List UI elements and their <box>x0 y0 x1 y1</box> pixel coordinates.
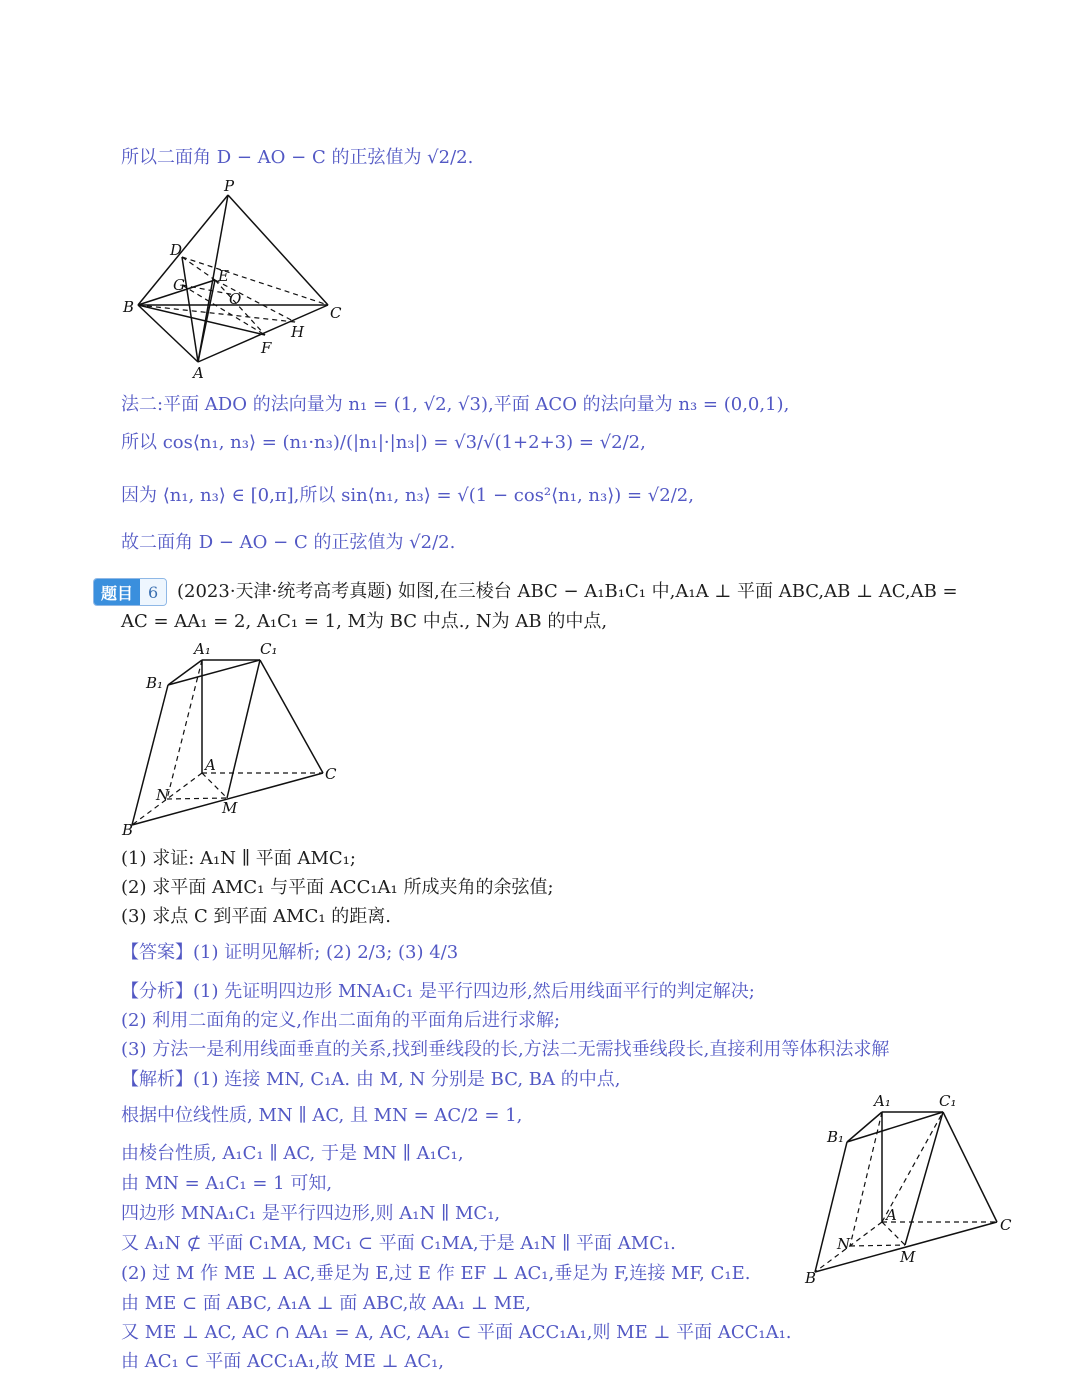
analysis-line-2: (2) 利用二面角的定义,作出二面角的平面角后进行求解; <box>121 1010 561 1031</box>
label-B1: B₁ <box>827 1128 845 1146</box>
dashed-edge <box>138 305 295 322</box>
edge <box>847 1112 943 1142</box>
label-B: B <box>805 1269 817 1287</box>
problem-tag-label: 题目 <box>94 579 140 605</box>
dashed-edge <box>182 285 265 335</box>
edge <box>847 1112 882 1142</box>
label-B: B <box>123 298 135 316</box>
answer-line: 【答案】(1) 证明见解析; (2) 2/3; (3) 4/3 <box>121 942 459 963</box>
label-D: D <box>170 241 183 259</box>
analysis-line-1: 【分析】(1) 先证明四边形 MNA₁C₁ 是平行四边形,然后用线面平行的判定解决; <box>121 981 755 1002</box>
pyramid-figure <box>120 177 350 385</box>
solution-line-10: 由 AC₁ ⊂ 平面 ACC₁A₁,故 ME ⊥ AC₁, <box>121 1351 445 1372</box>
label-A: A <box>205 756 216 774</box>
label-M: M <box>900 1248 916 1266</box>
edge <box>132 685 168 825</box>
solution-line-9: 又 ME ⊥ AC, AC ∩ AA₁ = A, AC, AA₁ ⊂ 平面 ACC₁A₁,则 ME ⊥ 平面 ACC₁A₁. <box>121 1322 792 1343</box>
label-G: G <box>173 276 185 294</box>
cos-line: 所以 cos⟨n₁, n₃⟩ = (n₁·n₃)/(|n₁|·|n₃|) = √3/√(1+2+3) = √2/2, <box>121 432 646 453</box>
subquestion-2: (2) 求平面 AMC₁ 与平面 ACC₁A₁ 所成夹角的余弦值; <box>121 877 554 898</box>
subquestion-3: (3) 求点 C 到平面 AMC₁ 的距离. <box>121 906 392 927</box>
problem-statement-2: AC = AA₁ = 2, A₁C₁ = 1, M为 BC 中点., N为 AB 的中点, <box>121 611 608 632</box>
solution-line-2: 根据中位线性质, MN ∥ AC, 且 MN = AC/2 = 1, <box>121 1105 523 1126</box>
solution-line-8: 由 ME ⊂ 面 ABC, A₁A ⊥ 面 ABC,故 AA₁ ⊥ ME, <box>121 1293 531 1314</box>
dashed-edge <box>882 1222 905 1245</box>
label-A: A <box>193 364 204 382</box>
frustum-figure-with-construction <box>800 1090 1030 1290</box>
label-A1: A₁ <box>194 640 211 658</box>
label-C: C <box>325 765 337 783</box>
label-A: A <box>886 1206 897 1224</box>
solution-line-3: 由棱台性质, A₁C₁ ∥ AC, 于是 MN ∥ A₁C₁, <box>121 1143 464 1164</box>
dashed-edge <box>202 773 227 798</box>
frustum-figure <box>120 640 350 840</box>
label-C1: C₁ <box>260 640 278 658</box>
problem-tag-number: 6 <box>140 579 166 605</box>
edge <box>138 305 265 335</box>
label-H: H <box>291 323 305 341</box>
edge <box>168 660 260 685</box>
label-A1: A₁ <box>874 1092 891 1110</box>
conclusion-line-2: 故二面角 D − AO − C 的正弦值为 √2/2. <box>121 532 456 553</box>
edge <box>260 660 323 773</box>
label-O: O <box>229 290 242 308</box>
solution-line-4: 由 MN = A₁C₁ = 1 可知, <box>121 1173 333 1194</box>
problem-tag <box>93 578 167 606</box>
edge <box>138 305 198 362</box>
label-M: M <box>222 799 238 817</box>
label-N: N <box>837 1235 851 1253</box>
method2-line: 法二:平面 ADO 的法向量为 n₁ = (1, √2, √3),平面 ACO 的法向量为 n₃ = (0,0,1), <box>121 394 790 415</box>
label-F: F <box>261 339 272 357</box>
label-C: C <box>330 304 342 322</box>
solution-line-5: 四边形 MNA₁C₁ 是平行四边形,则 A₁N ∥ MC₁, <box>121 1203 501 1224</box>
edge <box>905 1112 943 1245</box>
dashed-edge <box>167 798 227 799</box>
subquestion-1: (1) 求证: A₁N ∥ 平面 AMC₁; <box>121 848 356 869</box>
solution-line-6: 又 A₁N ⊄ 平面 C₁MA, MC₁ ⊂ 平面 C₁MA,于是 A₁N ∥ 平面 AMC₁. <box>121 1233 676 1254</box>
solution-line-1: 【解析】(1) 连接 MN, C₁A. 由 M, N 分别是 BC, BA 的中点, <box>121 1069 621 1090</box>
dashed-edge <box>850 1245 905 1246</box>
conclusion-line-1: 所以二面角 D − AO − C 的正弦值为 √2/2. <box>121 147 474 168</box>
label-N: N <box>156 786 170 804</box>
edge <box>227 660 260 798</box>
sin-line: 因为 ⟨n₁, n₃⟩ ∈ [0,π],所以 sin⟨n₁, n₃⟩ = √(1 − cos²⟨n₁, n₃⟩) = √2/2, <box>121 485 694 506</box>
label-B: B <box>122 821 134 839</box>
problem-statement-1: (2023·天津·统考高考真题) 如图,在三棱台 ABC − A₁B₁C₁ 中,A₁A ⊥ 平面 ABC,AB ⊥ AC,AB = <box>177 581 958 602</box>
analysis-line-3: (3) 方法一是利用线面垂直的关系,找到垂线段的长,方法二无需找垂线段长,直接利用等体积法求解 <box>121 1039 890 1060</box>
label-P: P <box>224 177 235 195</box>
dashed-edge <box>850 1112 882 1246</box>
dashed-edge <box>182 257 215 280</box>
dashed-edge <box>215 280 295 322</box>
solution-line-7: (2) 过 M 作 ME ⊥ AC,垂足为 E,过 E 作 EF ⊥ AC₁,垂足为 F,连接 MF, C₁E. <box>121 1263 751 1284</box>
label-E: E <box>218 267 229 285</box>
label-C: C <box>1000 1216 1012 1234</box>
label-B1: B₁ <box>146 674 164 692</box>
edge <box>943 1112 997 1222</box>
label-C1: C₁ <box>939 1092 957 1110</box>
